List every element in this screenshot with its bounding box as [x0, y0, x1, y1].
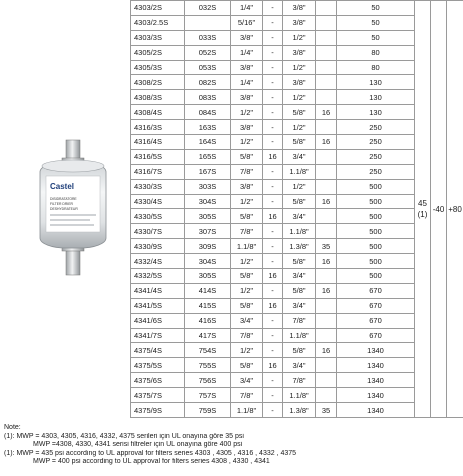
- cell-model: 4330/5S: [131, 209, 185, 224]
- cell-code: 417S: [185, 328, 231, 343]
- notes: [4, 424, 459, 467]
- cell-capacity: 250: [337, 149, 415, 164]
- cell-inlet-mm: -: [263, 75, 283, 90]
- cell-code: 759S: [185, 403, 231, 418]
- cell-inlet-mm: 16: [263, 149, 283, 164]
- cell-outlet-mm: [316, 328, 337, 343]
- cell-inlet: 5/8": [231, 209, 263, 224]
- cell-capacity: 50: [337, 1, 415, 16]
- cell-code: 415S: [185, 298, 231, 313]
- cell-model: 4375/4S: [131, 343, 185, 358]
- cell-outlet-mm: [316, 30, 337, 45]
- cell-capacity: 250: [337, 135, 415, 150]
- cell-inlet: 3/8": [231, 30, 263, 45]
- cell-code: 414S: [185, 283, 231, 298]
- merged-tmax-value: +80: [448, 204, 462, 214]
- cell-inlet-mm: -: [263, 343, 283, 358]
- cell-inlet: 3/8": [231, 60, 263, 75]
- cell-capacity: 670: [337, 328, 415, 343]
- cell-inlet-mm: -: [263, 135, 283, 150]
- cell-code: 416S: [185, 313, 231, 328]
- table-row: [131, 209, 463, 224]
- cell-outlet: 1.1/8": [283, 224, 316, 239]
- cell-inlet-mm: -: [263, 254, 283, 269]
- cell-code: 032S: [185, 1, 231, 16]
- cell-outlet: 1.3/8": [283, 239, 316, 254]
- table-row: [131, 164, 463, 179]
- cell-inlet-mm: -: [263, 15, 283, 30]
- cell-outlet-mm: [316, 60, 337, 75]
- cell-outlet-mm: [316, 269, 337, 284]
- cell-model: 4330/4S: [131, 194, 185, 209]
- note-line-4: MWP = 400 psi according to UL approval for filters series 4308 , 4330 , 4341: [33, 458, 270, 466]
- cell-code: 082S: [185, 75, 231, 90]
- cell-capacity: 80: [337, 60, 415, 75]
- cell-outlet: 3/8": [283, 1, 316, 16]
- cell-model: 4341/5S: [131, 298, 185, 313]
- cell-capacity: 500: [337, 239, 415, 254]
- cell-outlet: 7/8": [283, 373, 316, 388]
- table-row: [131, 179, 463, 194]
- cell-code: 167S: [185, 164, 231, 179]
- cell-inlet: 5/8": [231, 149, 263, 164]
- cell-inlet: 5/8": [231, 269, 263, 284]
- table-row: [131, 1, 463, 16]
- cell-outlet-mm: [316, 45, 337, 60]
- cell-capacity: 500: [337, 179, 415, 194]
- cell-capacity: 250: [337, 120, 415, 135]
- cell-inlet-mm: 16: [263, 269, 283, 284]
- cell-model: 4303/2.5S: [131, 15, 185, 30]
- cell-outlet-mm: 16: [316, 105, 337, 120]
- cell-outlet: 1.1/8": [283, 388, 316, 403]
- table-row: [131, 60, 463, 75]
- cell-code: 304S: [185, 194, 231, 209]
- cell-outlet-mm: 16: [316, 135, 337, 150]
- cell-inlet-mm: -: [263, 388, 283, 403]
- cell-outlet: 3/8": [283, 15, 316, 30]
- label-line-2: FILTER DRIER: [50, 202, 73, 206]
- cell-capacity: 50: [337, 30, 415, 45]
- merged-mwp-note: (1): [417, 210, 428, 219]
- cell-inlet-mm: -: [263, 1, 283, 16]
- cell-inlet-mm: -: [263, 45, 283, 60]
- table-row: [131, 30, 463, 45]
- cell-outlet: 3/4": [283, 358, 316, 373]
- cell-outlet: 1.3/8": [283, 403, 316, 418]
- cell-capacity: 1340: [337, 388, 415, 403]
- cell-code: 053S: [185, 60, 231, 75]
- table-row: [131, 343, 463, 358]
- table-row: [131, 120, 463, 135]
- cell-inlet-mm: -: [263, 239, 283, 254]
- cell-code: 084S: [185, 105, 231, 120]
- cell-outlet-mm: [316, 388, 337, 403]
- cell-outlet-mm: 16: [316, 254, 337, 269]
- cell-outlet-mm: [316, 179, 337, 194]
- cell-inlet-mm: -: [263, 90, 283, 105]
- cell-model: 4332/5S: [131, 269, 185, 284]
- cell-code: 052S: [185, 45, 231, 60]
- cell-capacity: 1340: [337, 373, 415, 388]
- cell-inlet-mm: 16: [263, 358, 283, 373]
- cell-outlet: 5/8": [283, 194, 316, 209]
- cell-inlet: 1/2": [231, 135, 263, 150]
- cell-inlet-mm: -: [263, 403, 283, 418]
- cell-inlet: 3/4": [231, 313, 263, 328]
- cell-outlet-mm: 16: [316, 343, 337, 358]
- cell-model: 4332/4S: [131, 254, 185, 269]
- cell-inlet: 3/8": [231, 179, 263, 194]
- cell-code: 083S: [185, 90, 231, 105]
- cell-capacity: 1340: [337, 358, 415, 373]
- cell-code: 165S: [185, 149, 231, 164]
- cell-inlet: 7/8": [231, 164, 263, 179]
- cell-code: 756S: [185, 373, 231, 388]
- cell-inlet: 5/8": [231, 298, 263, 313]
- cell-capacity: 500: [337, 224, 415, 239]
- cell-outlet-mm: [316, 373, 337, 388]
- cell-code: 164S: [185, 135, 231, 150]
- note-line-1: (1): MWP = 4303, 4305, 4316, 4332, 4375 serileri için UL onayına göre 35 psi: [4, 432, 244, 440]
- cell-model: 4303/3S: [131, 30, 185, 45]
- cell-inlet-mm: -: [263, 60, 283, 75]
- cell-outlet: 3/8": [283, 45, 316, 60]
- cell-capacity: 670: [337, 298, 415, 313]
- cell-outlet-mm: [316, 15, 337, 30]
- table-row: [131, 269, 463, 284]
- cell-inlet: 7/8": [231, 328, 263, 343]
- table-row: [131, 298, 463, 313]
- table-row: [131, 45, 463, 60]
- cell-model: 4305/3S: [131, 60, 185, 75]
- cell-inlet: 1/4": [231, 1, 263, 16]
- merged-mwp: [415, 1, 431, 418]
- table-row: [131, 224, 463, 239]
- table-row: [131, 358, 463, 373]
- cell-model: 4308/2S: [131, 75, 185, 90]
- cell-inlet-mm: -: [263, 373, 283, 388]
- table-row: [131, 254, 463, 269]
- cell-outlet-mm: [316, 75, 337, 90]
- cell-outlet-mm: [316, 209, 337, 224]
- cell-inlet-mm: -: [263, 224, 283, 239]
- cell-inlet: 3/8": [231, 90, 263, 105]
- table-row: [131, 313, 463, 328]
- cell-outlet-mm: [316, 358, 337, 373]
- cell-code: 304S: [185, 254, 231, 269]
- cell-inlet-mm: 16: [263, 209, 283, 224]
- cell-inlet: 5/8": [231, 358, 263, 373]
- table-row: [131, 239, 463, 254]
- cell-code: [185, 15, 231, 30]
- cell-capacity: 500: [337, 209, 415, 224]
- cell-outlet: 1/2": [283, 60, 316, 75]
- cell-outlet: 3/4": [283, 209, 316, 224]
- cell-code: 309S: [185, 239, 231, 254]
- cell-outlet: 1/2": [283, 30, 316, 45]
- cell-code: 305S: [185, 209, 231, 224]
- table-row: [131, 328, 463, 343]
- cell-capacity: 500: [337, 194, 415, 209]
- cell-capacity: 250: [337, 164, 415, 179]
- cell-code: 163S: [185, 120, 231, 135]
- cell-inlet-mm: -: [263, 120, 283, 135]
- cell-model: 4375/7S: [131, 388, 185, 403]
- table-row: [131, 15, 463, 30]
- table-row: [131, 388, 463, 403]
- cell-inlet: 7/8": [231, 388, 263, 403]
- cell-capacity: 670: [337, 283, 415, 298]
- cell-code: 033S: [185, 30, 231, 45]
- cell-capacity: 130: [337, 75, 415, 90]
- cell-model: 4375/9S: [131, 403, 185, 418]
- cell-inlet: 3/8": [231, 120, 263, 135]
- cell-outlet: 7/8": [283, 313, 316, 328]
- cell-model: 4316/3S: [131, 120, 185, 135]
- cell-outlet-mm: [316, 149, 337, 164]
- table-row: [131, 90, 463, 105]
- cell-outlet-mm: [316, 164, 337, 179]
- merged-tmax: [447, 1, 463, 418]
- cell-code: 754S: [185, 343, 231, 358]
- cell-inlet-mm: -: [263, 179, 283, 194]
- cell-capacity: 500: [337, 269, 415, 284]
- cell-code: 755S: [185, 358, 231, 373]
- cell-capacity: 50: [337, 15, 415, 30]
- cell-inlet-mm: -: [263, 283, 283, 298]
- cell-outlet: 1.1/8": [283, 328, 316, 343]
- merged-tmin-value: -40: [432, 204, 445, 214]
- cell-inlet-mm: -: [263, 105, 283, 120]
- cell-inlet-mm: -: [263, 328, 283, 343]
- cell-capacity: 500: [337, 254, 415, 269]
- cell-code: 303S: [185, 179, 231, 194]
- cell-inlet: 7/8": [231, 224, 263, 239]
- cell-code: 757S: [185, 388, 231, 403]
- cell-inlet: 1/2": [231, 194, 263, 209]
- cell-code: 305S: [185, 269, 231, 284]
- notes-title: Note:: [4, 424, 21, 431]
- cell-model: 4341/7S: [131, 328, 185, 343]
- cell-inlet: 5/16": [231, 15, 263, 30]
- cell-model: 4316/7S: [131, 164, 185, 179]
- table-row: [131, 149, 463, 164]
- table-row: [131, 135, 463, 150]
- cell-model: 4316/4S: [131, 135, 185, 150]
- table-row: [131, 283, 463, 298]
- merged-tmin: [431, 1, 447, 418]
- cell-model: 4303/2S: [131, 1, 185, 16]
- cell-capacity: 1340: [337, 343, 415, 358]
- cell-inlet: 1.1/8": [231, 239, 263, 254]
- cell-inlet-mm: 16: [263, 298, 283, 313]
- cell-outlet-mm: 16: [316, 194, 337, 209]
- cell-capacity: 130: [337, 90, 415, 105]
- cell-code: 307S: [185, 224, 231, 239]
- table-row: [131, 403, 463, 418]
- cell-outlet: 5/8": [283, 283, 316, 298]
- cell-capacity: 670: [337, 313, 415, 328]
- cell-inlet: 1.1/8": [231, 403, 263, 418]
- filter-drier-drawing: [0, 0, 130, 418]
- cell-inlet: 1/4": [231, 45, 263, 60]
- cell-inlet: 1/2": [231, 254, 263, 269]
- cell-inlet: 1/2": [231, 343, 263, 358]
- cell-model: 4308/4S: [131, 105, 185, 120]
- note-line-2: MWP =4308, 4330, 4341 serisi filtreler için UL onayına göre 400 psi: [33, 441, 243, 449]
- cell-outlet-mm: 16: [316, 283, 337, 298]
- cell-inlet-mm: -: [263, 164, 283, 179]
- cell-inlet: 1/2": [231, 283, 263, 298]
- cell-outlet-mm: 35: [316, 239, 337, 254]
- cell-inlet-mm: -: [263, 194, 283, 209]
- table-row: [131, 105, 463, 120]
- cell-outlet: 5/8": [283, 343, 316, 358]
- cell-inlet: 1/2": [231, 105, 263, 120]
- cell-model: 4375/5S: [131, 358, 185, 373]
- cell-capacity: 80: [337, 45, 415, 60]
- cell-model: 4316/5S: [131, 149, 185, 164]
- cell-model: 4341/6S: [131, 313, 185, 328]
- cell-outlet: 5/8": [283, 135, 316, 150]
- cell-outlet-mm: [316, 120, 337, 135]
- label-line-1: DISIDRATATORE: [50, 197, 77, 201]
- cell-outlet: 1/2": [283, 120, 316, 135]
- spec-table-body: [131, 1, 463, 418]
- note-line-3: (1): MWP = 435 psi according to UL approval for filters series 4303 , 4305 , 4316 , 4332 , 4375: [4, 449, 297, 457]
- cell-inlet: 1/4": [231, 75, 263, 90]
- filter-drier-image: [0, 0, 130, 418]
- cell-outlet: 3/8": [283, 75, 316, 90]
- cell-outlet: 5/8": [283, 254, 316, 269]
- cell-model: 4330/7S: [131, 224, 185, 239]
- table-row: [131, 373, 463, 388]
- cell-outlet: 3/4": [283, 269, 316, 284]
- cell-inlet-mm: -: [263, 30, 283, 45]
- cell-outlet: 3/4": [283, 298, 316, 313]
- cell-model: 4375/6S: [131, 373, 185, 388]
- cell-model: 4341/4S: [131, 283, 185, 298]
- cell-inlet: 3/4": [231, 373, 263, 388]
- cell-model: 4308/3S: [131, 90, 185, 105]
- cell-inlet-mm: -: [263, 313, 283, 328]
- cell-model: 4305/2S: [131, 45, 185, 60]
- cell-outlet: 5/8": [283, 105, 316, 120]
- cell-outlet: 1/2": [283, 90, 316, 105]
- cell-outlet-mm: 35: [316, 403, 337, 418]
- cell-model: 4330/9S: [131, 239, 185, 254]
- cell-outlet-mm: [316, 90, 337, 105]
- cell-outlet-mm: [316, 298, 337, 313]
- cell-outlet: 1/2": [283, 179, 316, 194]
- merged-mwp-value: 45: [418, 199, 427, 208]
- cell-capacity: 130: [337, 105, 415, 120]
- cell-outlet-mm: [316, 1, 337, 16]
- label-brand: Castel: [50, 182, 75, 191]
- cell-outlet: 1.1/8": [283, 164, 316, 179]
- table-row: [131, 75, 463, 90]
- table-row: [131, 194, 463, 209]
- label-line-3: DESHYDRATEUR: [50, 207, 78, 211]
- cell-capacity: 1340: [337, 403, 415, 418]
- cell-outlet-mm: [316, 313, 337, 328]
- cell-outlet: 3/4": [283, 149, 316, 164]
- cell-outlet-mm: [316, 224, 337, 239]
- spec-table: [130, 0, 463, 418]
- cell-model: 4330/3S: [131, 179, 185, 194]
